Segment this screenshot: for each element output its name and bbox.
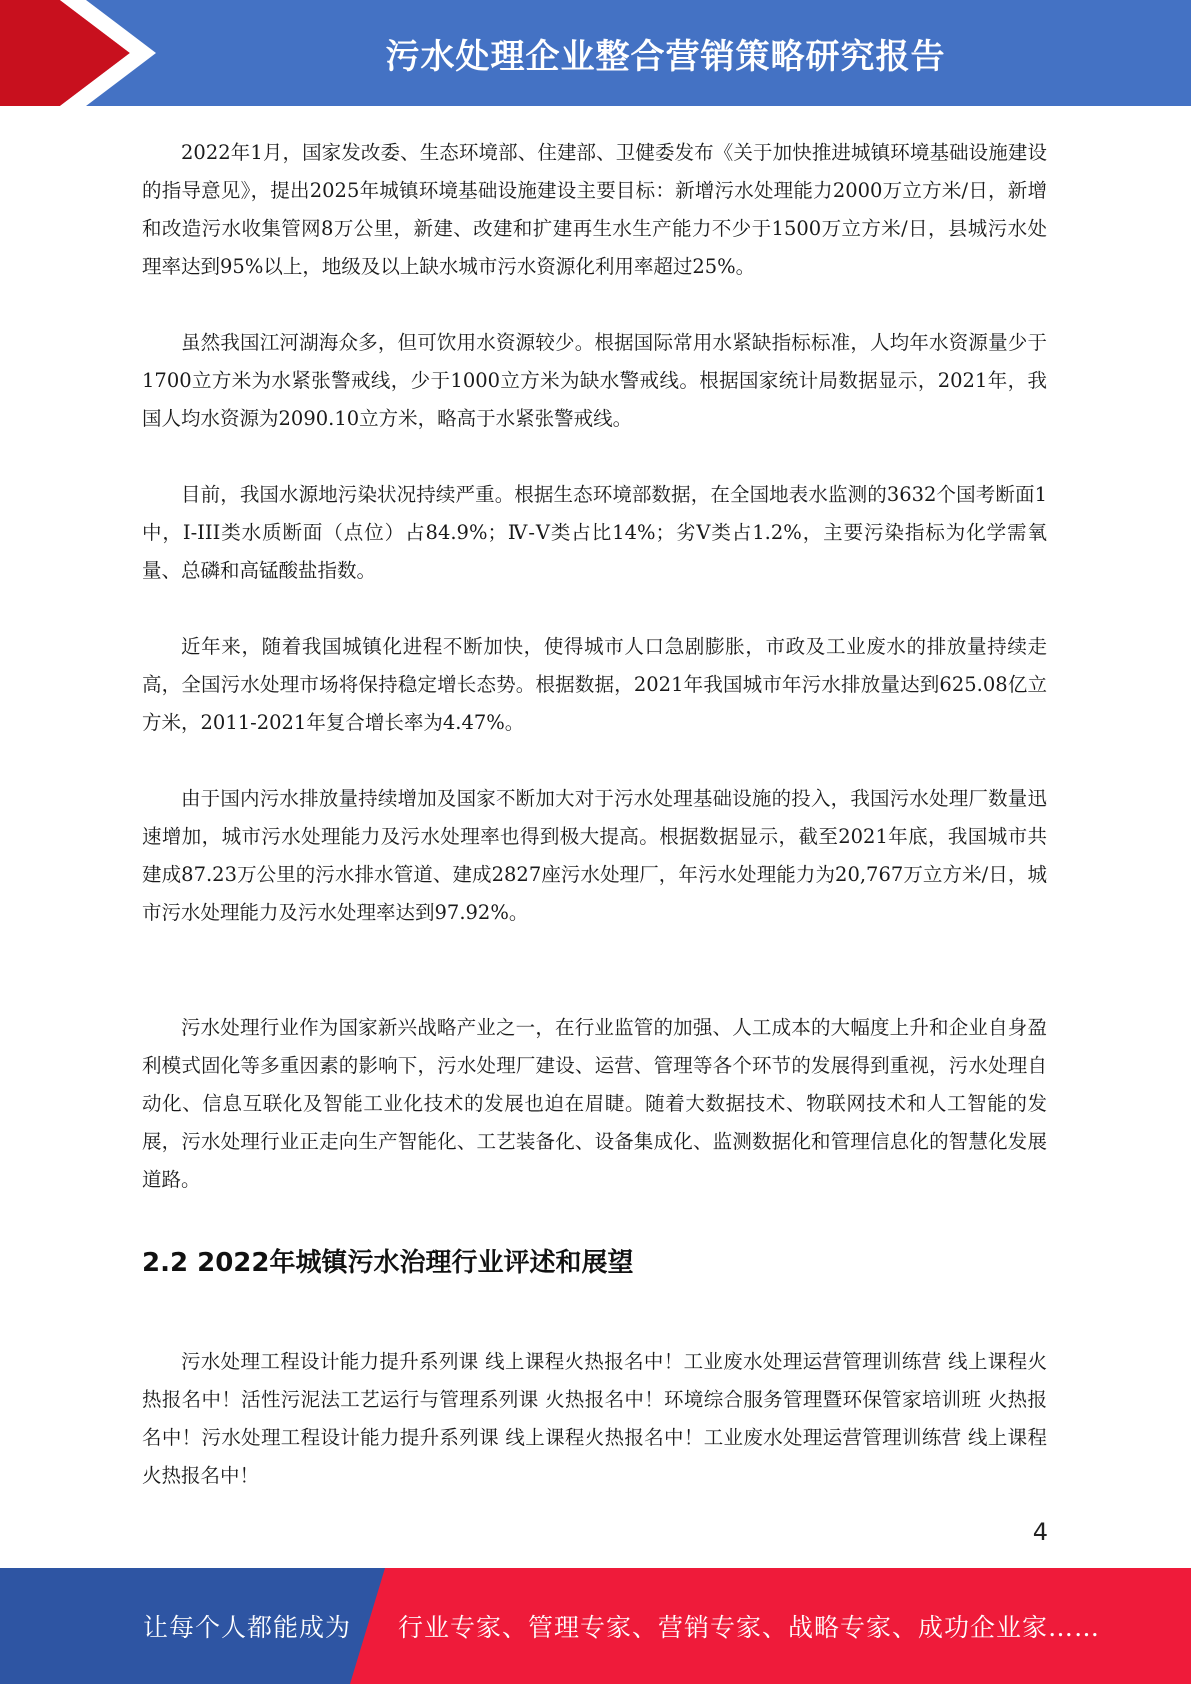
paragraph-4: 近年来，随着我国城镇化进程不断加快，使得城市人口急剧膨胀，市政及工业废水的排放量持续走高，全国污水处理市场将保持稳定增长态势。根据数据，2021年我国城市年污水排放量达到625.08亿立方米，2011-2021年复合增长率为4.47%。	[142, 635, 1047, 734]
footer-slogan-right: 行业专家、管理专家、营销专家、战略专家、成功企业家……	[398, 1613, 1101, 1642]
footer-banner	[0, 1568, 1191, 1684]
paragraph-6: 污水处理行业作为国家新兴战略产业之一，在行业监管的加强、人工成本的大幅度上升和企业自身盈利模式固化等多重因素的影响下，污水处理厂建设、运营、管理等各个环节的发展得到重视，污水处理自动化、信息互联化及智能工业化技术的发展也迫在眉睫。随着大数据技术、物联网技术和人工智能的发展，污水处理行业正走向生产智能化、工艺装备化、设备集成化、监测数据化和管理信息化的智慧化发展道路。	[142, 1016, 1047, 1191]
section-paragraph: 污水处理工程设计能力提升系列课 线上课程火热报名中！工业废水处理运营管理训练营 线上课程火热报名中！活性污泥法工艺运行与管理系列课 火热报名中！环境综合服务管理暨环保管家培训班 火热报名中！污水处理工程设计能力提升系列课 线上课程火热报名中！工业废水处理运营管理训练营 线上课程火热报名中！	[142, 1350, 1047, 1487]
paragraph-1: 2022年1月，国家发改委、生态环境部、住建部、卫健委发布《关于加快推进城镇环境基础设施建设的指导意见》，提出2025年城镇环境基础设施建设主要目标：新增污水处理能力2000万立方米/日，新增和改造污水收集管网8万公里，新建、改建和扩建再生水生产能力不少于1500万立方米/日，县城污水处理率达到95%以上，地级及以上缺水城市污水资源化利用率超过25%。	[142, 141, 1047, 278]
document-title: 污水处理企业整合营销策略研究报告	[385, 36, 946, 77]
document-body	[142, 134, 1047, 1495]
page-number: 4	[1032, 1518, 1048, 1546]
paragraph-3: 目前，我国水源地污染状况持续严重。根据生态环境部数据，在全国地表水监测的3632个国考断面1中，I-III类水质断面（点位）占84.9%；Ⅳ-Ⅴ类占比14%；劣Ⅴ类占1.2%，主要污染指标为化学需氧量、总磷和高锰酸盐指数。	[142, 483, 1047, 582]
section-heading: 2.2 2022年城镇污水治理行业评述和展望	[142, 1248, 634, 1278]
footer-slogan-left: 让每个人都能成为	[143, 1613, 352, 1642]
paragraph-2: 虽然我国江河湖海众多，但可饮用水资源较少。根据国际常用水紧缺指标标准，人均年水资源量少于1700立方米为水紧张警戒线，少于1000立方米为缺水警戒线。根据国家统计局数据显示，2021年，我国人均水资源为2090.10立方米，略高于水紧张警戒线。	[142, 331, 1047, 430]
header-banner	[0, 0, 1191, 110]
paragraph-5: 由于国内污水排放量持续增加及国家不断加大对于污水处理基础设施的投入，我国污水处理厂数量迅速增加，城市污水处理能力及污水处理率也得到极大提高。根据数据显示，截至2021年底，我国城市共建成87.23万公里的污水排水管道、建成2827座污水处理厂，年污水处理能力为20,767万立方米/日，城市污水处理能力及污水处理率达到97.92%。	[142, 787, 1047, 924]
